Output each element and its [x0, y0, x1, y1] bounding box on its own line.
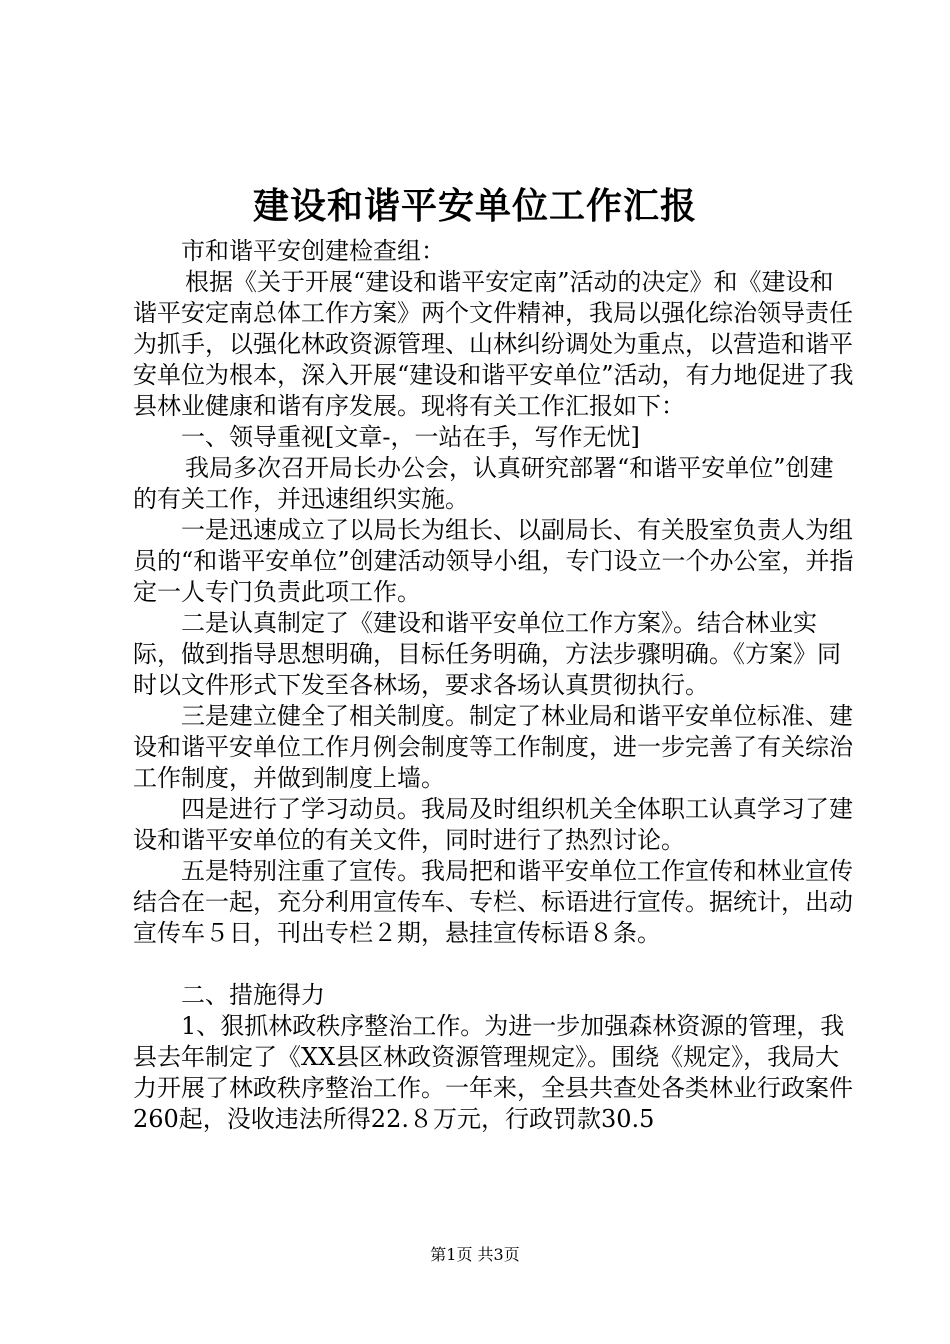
- section-heading-leadership: 一、领导重视[文章-，一站在手，写作无忧]: [181, 423, 640, 451]
- paragraph-item-three: 三是建立健全了相关制度。制定了林业局和谐平安单位标准、建设和谐平安单位工作月例会制度等工作制度，进一步完善了有关综治工作制度，并做到制度上墙。: [133, 702, 853, 792]
- paragraph-item-five: 五是特别注重了宣传。我局把和谐平安单位工作宣传和林业宣传结合在一起，充分利用宣传车、专栏、标语进行宣传。据统计，出动宣传车５日，刊出专栏２期，悬挂宣传标语８条。: [133, 857, 853, 947]
- document-body: [133, 236, 855, 1135]
- section-heading-measures: 二、措施得力: [181, 981, 325, 1009]
- paragraph-intro: 根据《关于开展“建设和谐平安定南”活动的决定》和《建设和谐平安定南总体工作方案》两个文件精神，我局以强化综治领导责任为抓手，以强化林政资源管理、山林纠纷调处为重点，以营造和谐平安单位为根本，深入开展“建设和谐平安单位”活动，有力地促进了我县林业健康和谐有序发展。现将有关工作汇报如下：: [133, 268, 854, 420]
- paragraph-item-four: 四是进行了学习动员。我局及时组织机关全体职工认真学习了建设和谐平安单位的有关文件，同时进行了热烈讨论。: [133, 795, 853, 854]
- paragraph-leadership: 我局多次召开局长办公会，认真研究部署“和谐平安单位”创建的有关工作，并迅速组织实施。: [133, 454, 834, 513]
- paragraph-spacer: [133, 949, 855, 980]
- paragraph-item-two: 二是认真制定了《建设和谐平安单位工作方案》。结合林业实际，做到指导思想明确，目标任务明确，方法步骤明确。《方案》同时以文件形式下发至各林场，要求各场认真贯彻执行。: [133, 609, 841, 699]
- paragraph-measures-one: 1、狠抓林政秩序整治工作。为进一步加强森林资源的管理，我县去年制定了《XX县区林政资源管理规定》。围绕《规定》，我局大力开展了林政秩序整治工作。一年来，全县共查处各类林业行政案件260起，没收违法所得22.８万元，行政罚款30.5: [133, 1012, 853, 1133]
- paragraph-item-one: 一是迅速成立了以局长为组长、以副局长、有关股室负责人为组员的“和谐平安单位”创建活动领导小组，专门设立一个办公室，并指定一人专门负责此项工作。: [133, 516, 854, 606]
- page-footer: 第1页 共3页: [430, 1245, 520, 1264]
- document-title: 建设和谐平安单位工作汇报: [252, 185, 697, 227]
- greeting-line: 市和谐平安创建检查组：: [181, 237, 445, 265]
